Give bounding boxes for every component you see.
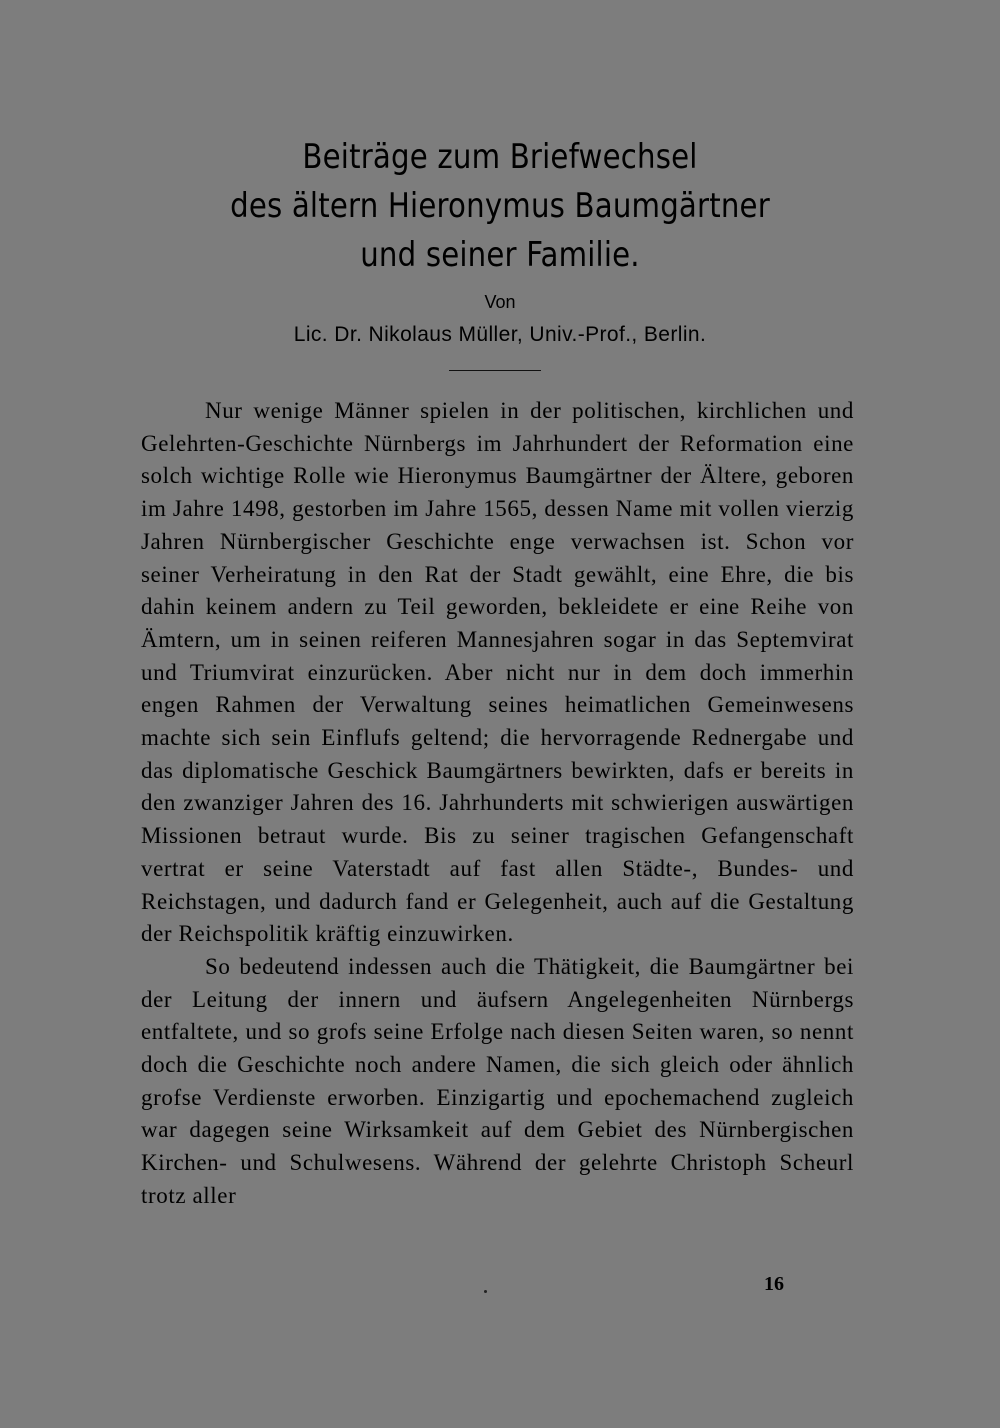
paragraph-1: Nur wenige Männer spielen in der politischen, kirchlichen und Gelehrten-Geschichte Nürnbergs im Jahrhundert der Reformation eine solch wichtige Rolle wie Hieronymus Baumgärtner der Ältere, geboren im Jahre 1498, gestorben im Jahre 1565, dessen Name mit vollen vierzig Jahren Nürnbergischer Geschichte enge verwachsen ist. Schon vor seiner Verheiratung in den Rat der Stadt gewählt, eine Ehre, die bis dahin keinem andern zu Teil geworden, bekleidete er eine Reihe von Ämtern, um in seinen reiferen Mannesjahren sogar in das Septemvirat und Triumvirat einzurücken. Aber nicht nur in dem doch immerhin engen Rahmen der Verwaltung seines heimatlichen Gemeinwesens machte sich sein Einflufs geltend; die hervorragende Rednergabe und das diplomatische Geschick Baumgärtners bewirkten, dafs er bereits in den zwanziger Jahren des 16. Jahrhunderts mit schwierigen auswärtigen Missionen betraut wurde. Bis zu seiner tragischen Gefangenschaft vertrat er seine Vaterstadt auf fast allen Städte-, Bundes- und Reichstagen, und dadurch fand er Gelegenheit, auch auf die Gestaltung der Reichspolitik kräftig einzuwirken. <box>141 398 854 947</box>
paragraph-2: So bedeutend indessen auch die Thätigkeit, die Baumgärtner bei der Leitung der innern und äufsern Angelegenheiten Nürnbergs entfaltete, und so grofs seine Erfolge nach diesen Seiten waren, so nennt doch die Geschichte noch andere Namen, die sich gleich oder ähnlich grofse Verdienste erworben. Einzigartig und epochemachend zugleich war dagegen seine Wirksamkeit auf dem Gebiet des Nürnbergischen Kirchen- und Schulwesens. Während der gelehrte Christoph Scheurl trotz aller <box>141 953 854 1208</box>
title-divider <box>449 370 541 371</box>
body-text <box>141 395 854 1213</box>
title-line-3: und seiner Familie. <box>360 235 640 275</box>
print-dot-mark <box>484 1290 487 1293</box>
byline-author: Lic. Dr. Nikolaus Müller, Univ.-Prof., Berlin. <box>293 323 707 346</box>
page-number: 16 <box>764 1273 784 1295</box>
title-line-1: Beiträge zum Briefwechsel <box>302 137 698 177</box>
title-line-2: des ältern Hieronymus Baumgärtner <box>230 186 770 226</box>
byline-von: Von <box>484 292 516 312</box>
